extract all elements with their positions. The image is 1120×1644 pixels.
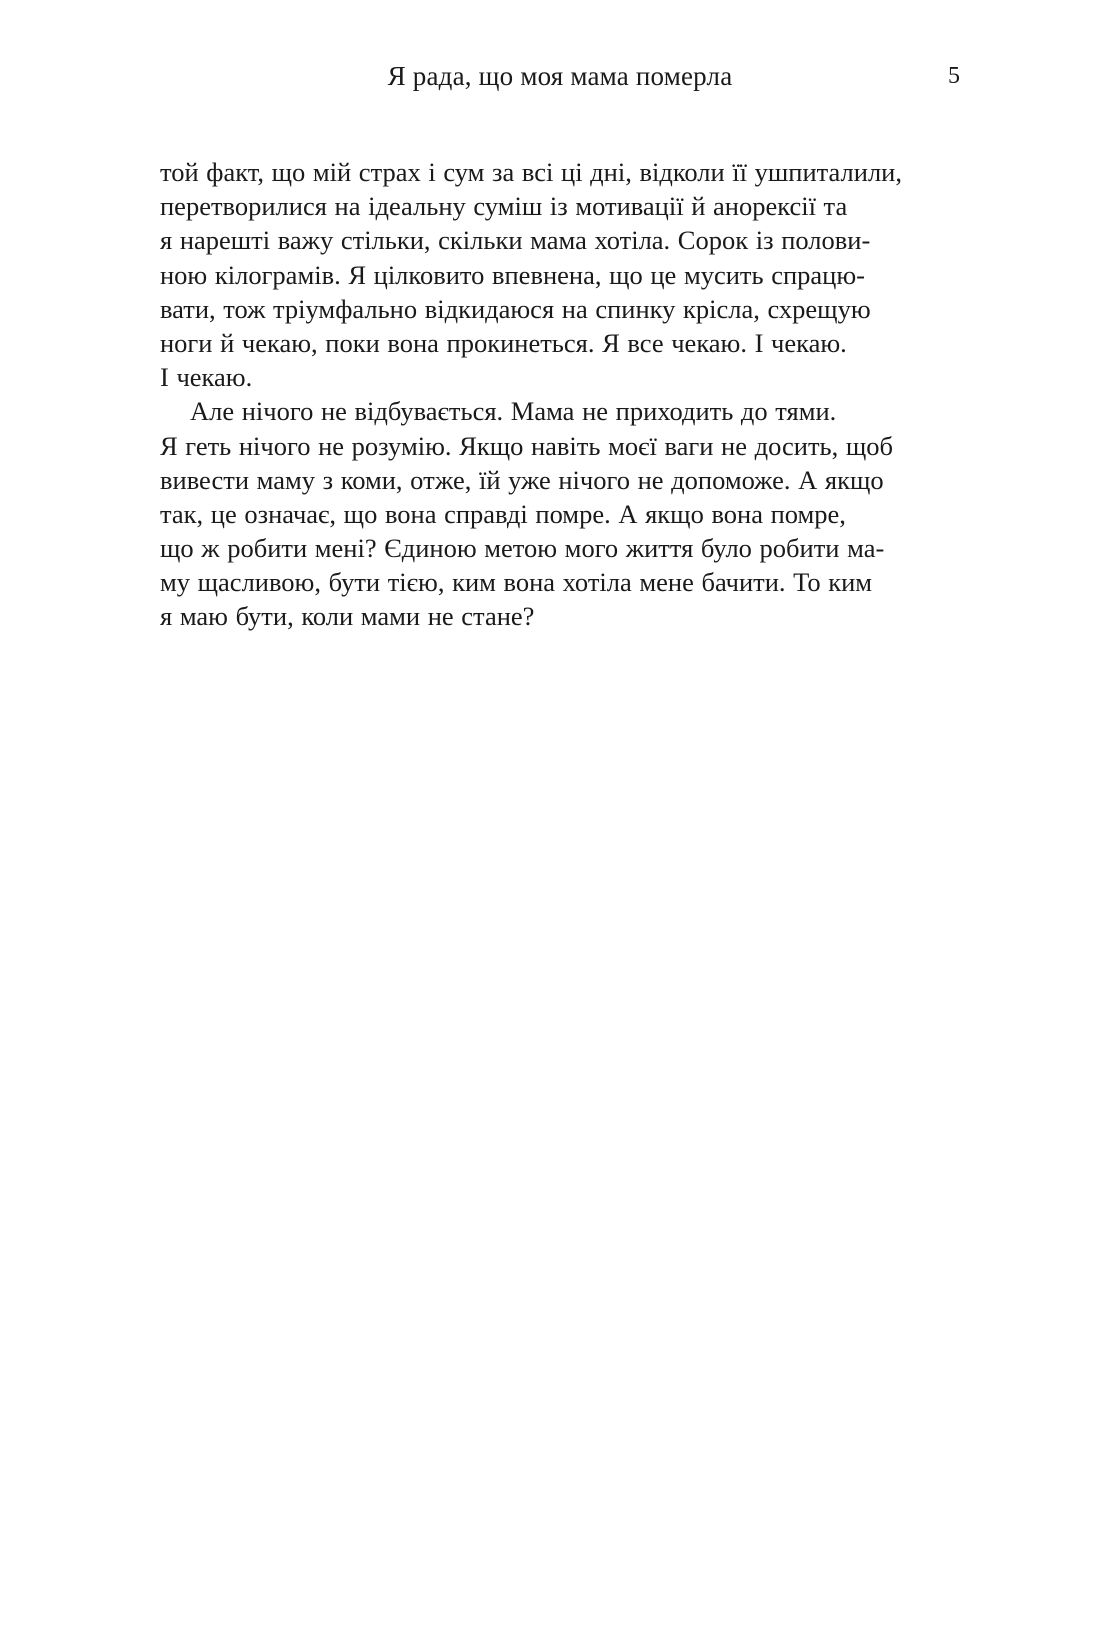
text-line: я нарешті важу стільки, скільки мама хотіла. Сорок із полови- [160,225,871,256]
text-line: вивести маму з коми, отже, їй уже нічого не допоможе. А якщо [160,464,884,495]
text-line: вати, тож тріумфально відкидаюся на спинку крісла, схрещую [160,293,871,324]
text-line: що ж робити мені? Єдиною метою мого життя було робити ма- [160,533,885,564]
paragraph-1 [160,155,960,394]
text-line: я маю бути, коли мами не стане? [160,601,535,632]
text-line: Я геть нічого не розумію. Якщо навіть моєї ваги не досить, щоб [160,430,894,461]
paragraph-2 [160,394,960,633]
text-line: так, це означає, що вона справді помре. А якщо вона помре, [160,498,846,529]
body-text [160,155,960,634]
text-line: Але нічого не відбувається. Мама не приходить до тями. [190,396,837,427]
text-line: перетворилися на ідеальну суміш із мотивації й анорексії та [160,191,848,222]
text-line: І чекаю. [160,362,253,393]
running-head [160,58,960,94]
text-line: му щасливою, бути тією, ким вона хотіла мене бачити. То ким [160,567,873,598]
text-line: ноги й чекаю, поки вона прокинеться. Я все чекаю. І чекаю. [160,327,847,358]
running-title: Я рада, що моя мама померла [387,61,733,91]
text-line: той факт, що мій страх і сум за всі ці дні, відколи її ушпиталили, [160,157,902,187]
page-number: 5 [948,63,960,89]
text-line: ною кілограмів. Я цілковито впевнена, що це мусить спрацю- [160,259,865,290]
